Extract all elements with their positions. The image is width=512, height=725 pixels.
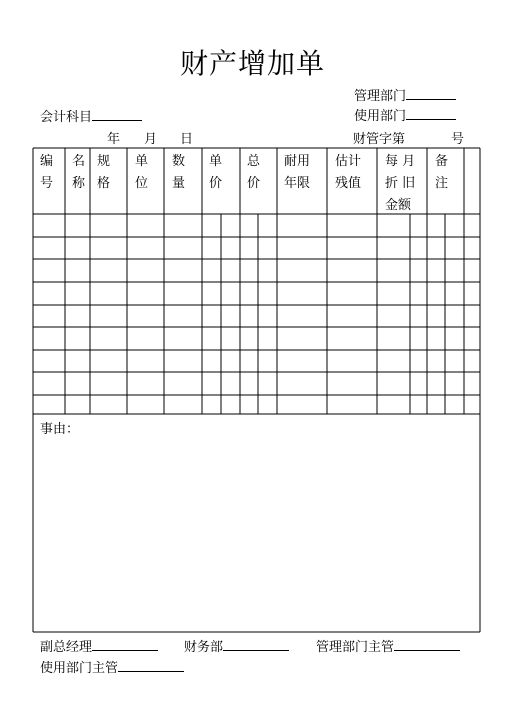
col-zongjia-1: 总 xyxy=(247,154,261,169)
fin-no-label: 财管字第 xyxy=(353,132,406,147)
col-meiyue-1: 每 月 xyxy=(385,154,416,169)
finance-label: 财务部 xyxy=(184,640,224,655)
col-mingcheng-2: 称 xyxy=(72,176,86,191)
col-beizhu-1: 备 xyxy=(435,154,449,169)
mgmt-head-signature-field xyxy=(316,636,460,655)
col-guige-1: 规 xyxy=(97,154,111,169)
date-year: 年 xyxy=(107,132,121,147)
finance-input[interactable] xyxy=(223,637,289,651)
mgmt-dept-label: 管理部门 xyxy=(354,89,407,104)
col-danwei-2: 位 xyxy=(135,176,149,191)
date-month: 月 xyxy=(144,132,158,147)
reason-textarea[interactable] xyxy=(34,437,479,631)
col-zongjia-2: 价 xyxy=(247,176,261,191)
col-naiyong-2: 年限 xyxy=(284,176,311,191)
vp-signature-field xyxy=(40,636,158,655)
use-head-signature-field xyxy=(40,657,184,676)
account-label: 会计科目 xyxy=(40,110,93,125)
fin-no-suffix: 号 xyxy=(451,132,465,147)
col-guige-2: 格 xyxy=(97,176,111,191)
col-bianhao-1: 编 xyxy=(40,154,54,169)
col-meiyue-2: 折 旧 xyxy=(385,176,416,191)
col-guji-2: 残值 xyxy=(335,176,362,191)
finance-signature-field xyxy=(184,636,289,655)
col-beizhu-2: 注 xyxy=(435,176,449,191)
col-bianhao-2: 号 xyxy=(40,176,54,191)
vp-input[interactable] xyxy=(92,637,158,651)
col-mingcheng-1: 名 xyxy=(72,154,86,169)
mgmt-head-input[interactable] xyxy=(394,637,460,651)
col-danjia-1: 单 xyxy=(209,154,223,169)
use-head-label: 使用部门主管 xyxy=(40,661,119,676)
use-dept-label: 使用部门 xyxy=(354,109,407,124)
col-danjia-2: 价 xyxy=(209,176,223,191)
reason-label: 事由： xyxy=(40,422,80,437)
col-danwei-1: 单 xyxy=(135,154,149,169)
col-shuliang-2: 量 xyxy=(172,176,186,191)
col-naiyong-1: 耐用 xyxy=(284,154,311,169)
use-head-input[interactable] xyxy=(118,658,184,672)
vp-label: 副总经理 xyxy=(40,640,93,655)
col-shuliang-1: 数 xyxy=(172,154,186,169)
form-title: 财产增加单 xyxy=(180,47,326,80)
col-guji-1: 估计 xyxy=(335,154,362,169)
col-meiyue-3: 金额 xyxy=(385,198,412,213)
date-day: 日 xyxy=(180,132,194,147)
mgmt-head-label: 管理部门主管 xyxy=(316,640,395,655)
